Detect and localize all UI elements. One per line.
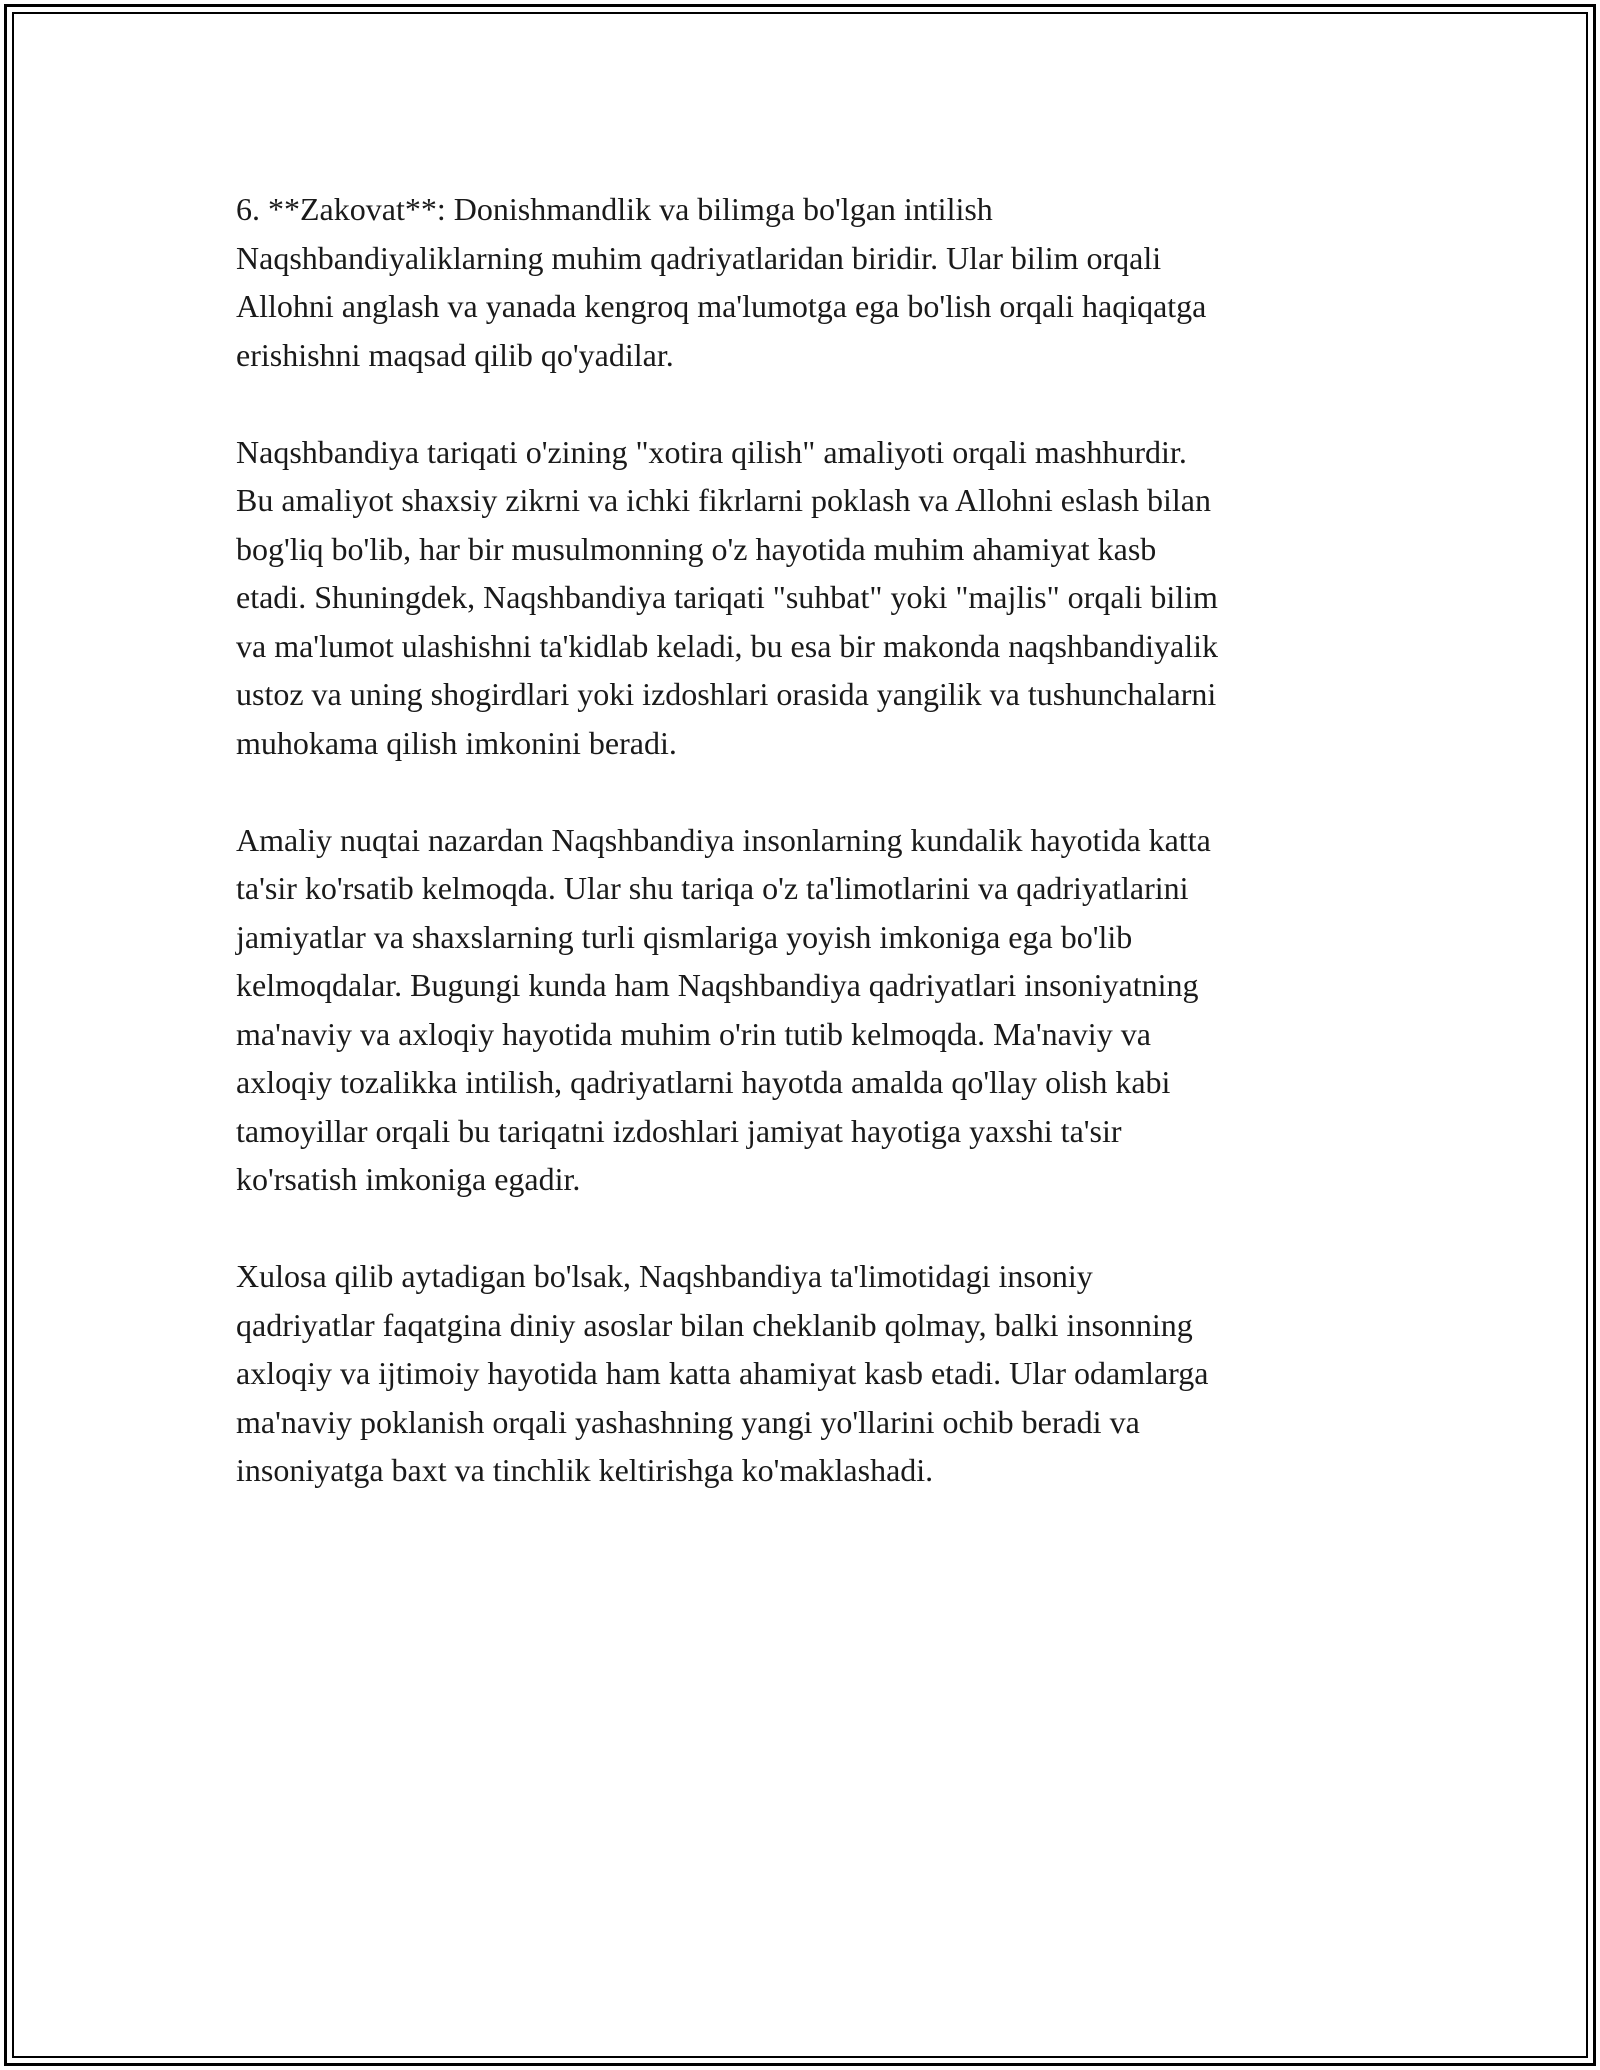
text-line: tamoyillar orqali bu tariqatni izdoshlari jamiyat hayotiga yaxshi ta'sir	[236, 1112, 1122, 1149]
text-line: ko'rsatish imkoniga egadir.	[236, 1161, 581, 1197]
text-line: Amaliy nuqtai nazardan Naqshbandiya insonlarning kundalik hayotida katta	[236, 821, 1211, 858]
text-line: Xulosa qilib aytadigan bo'lsak, Naqshbandiya ta'limotidagi insoniy	[236, 1258, 1093, 1294]
text-line: axloqiy va ijtimoiy hayotida ham katta ahamiyat kasb etadi. Ular odamlarga	[236, 1355, 1209, 1391]
text-line: ta'sir ko'rsatib kelmoqda. Ular shu tariqa o'z ta'limotlarini va qadriyatlarini	[236, 870, 1189, 906]
text-line: etadi. Shuningdek, Naqshbandiya tariqati "suhbat" yoki "majlis" orqali bilim	[236, 579, 1218, 615]
paragraph-xotira-qilish	[236, 428, 1376, 768]
text-line: Naqshbandiyaliklarning muhim qadriyatlaridan biridir. Ular bilim orqali	[236, 239, 1162, 276]
text-line: ma'naviy poklanish orqali yashashning yangi yo'llarini ochib beradi va	[236, 1403, 1140, 1440]
text-line: ustoz va uning shogirdlari yoki izdoshlari orasida yangilik va tushunchalarni	[236, 676, 1217, 712]
document-body	[236, 185, 1376, 1543]
paragraph-amaliy-nuqtai	[236, 816, 1376, 1204]
paragraph-zakovat	[236, 185, 1376, 379]
text-line: qadriyatlar faqatgina diniy asoslar bilan cheklanib qolmay, balki insonning	[236, 1306, 1193, 1343]
text-line: 6. **Zakovat**: Donishmandlik va bilimga bo'lgan intilish	[236, 191, 993, 227]
text-line: erishishni maqsad qilib qo'yadilar.	[236, 336, 674, 373]
text-line: kelmoqdalar. Bugungi kunda ham Naqshbandiya qadriyatlari insoniyatning	[236, 967, 1199, 1003]
text-line: Allohni anglash va yanada kengroq ma'lumotga ega bo'lish orqali haqiqatga	[236, 288, 1207, 324]
text-line: insoniyatga baxt va tinchlik keltirishga ko'maklashadi.	[236, 1452, 934, 1488]
text-line: Naqshbandiya tariqati o'zining "xotira qilish" amaliyoti orqali mashhurdir.	[236, 433, 1187, 470]
text-line: Bu amaliyot shaxsiy zikrni va ichki fikrlarni poklash va Allohni eslash bilan	[236, 482, 1211, 518]
text-line: va ma'lumot ulashishni ta'kidlab keladi, bu esa bir makonda naqshbandiyalik	[236, 627, 1218, 664]
paragraph-xulosa	[236, 1252, 1376, 1495]
text-line: muhokama qilish imkonini beradi.	[236, 724, 677, 761]
text-line: jamiyatlar va shaxslarning turli qismlariga yoyish imkoniga ega bo'lib	[236, 918, 1133, 955]
text-line: axloqiy tozalikka intilish, qadriyatlarni hayotda amalda qo'llay olish kabi	[236, 1064, 1171, 1100]
text-line: ma'naviy va axloqiy hayotida muhim o'rin tutib kelmoqda. Ma'naviy va	[236, 1015, 1151, 1052]
text-line: bog'liq bo'lib, har bir musulmonning o'z hayotida muhim ahamiyat kasb	[236, 530, 1157, 567]
